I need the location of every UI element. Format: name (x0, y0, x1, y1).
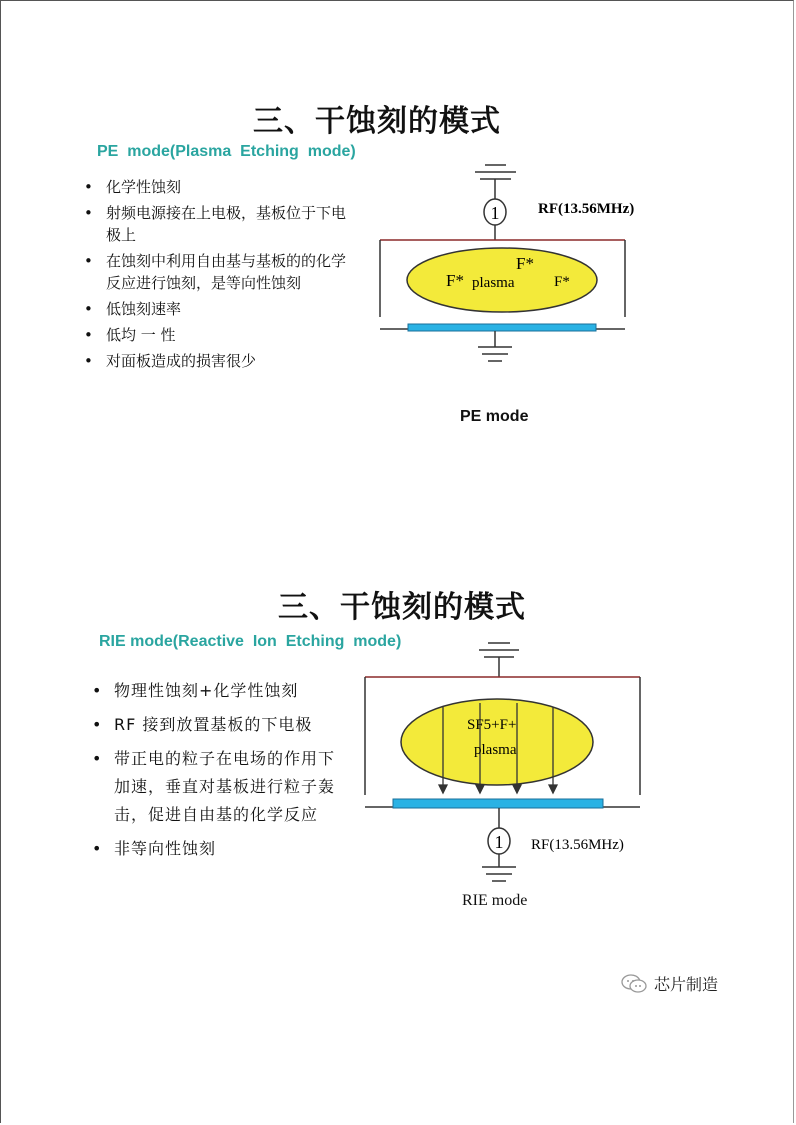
slide1-subtitle: PE mode(Plasma Etching mode) (97, 143, 356, 160)
bullet-text: 对面板造成的损害很少 (106, 352, 257, 370)
bullet-icon: • (84, 204, 93, 222)
ground-icon (478, 347, 512, 361)
bullet-text: 射频电源接在上电极，基板位于下电极上 (106, 204, 347, 244)
rie-mode-caption: RIE mode (462, 892, 528, 909)
bullet-icon: • (84, 252, 93, 270)
slide2-subtitle: RIE mode(Reactive Ion Etching mode) (99, 633, 402, 650)
watermark (620, 972, 718, 995)
substrate-electrode (393, 799, 603, 808)
ion-species-label: SF5+F+ (467, 717, 517, 733)
ground-icon (475, 165, 516, 179)
substrate-electrode (408, 324, 596, 331)
rie-mode-diagram (355, 635, 655, 890)
bullet-icon: • (84, 352, 93, 370)
wechat-icon (620, 973, 648, 995)
bullet-text: 在蚀刻中利用自由基与基板的的化学反应进行蚀刻，是等向性蚀刻 (106, 252, 347, 292)
pe-mode-diagram (370, 155, 670, 370)
watermark-text: 芯片制造 (654, 975, 719, 994)
slide1-bullet-list (84, 176, 346, 376)
rf-frequency-label: RF(13.56MHz) (531, 837, 624, 853)
list-item (84, 324, 346, 346)
bullet-icon: • (84, 326, 93, 344)
bullet-text: 带正电的粒子在电场的作用下加速，垂直对基板进行粒子轰击，促进自由基的化学反应 (114, 749, 336, 824)
bullet-icon: • (84, 178, 93, 196)
plasma-label: plasma (472, 275, 515, 291)
bullet-text: RF 接到放置基板的下电极 (114, 715, 313, 734)
plasma-label: plasma (474, 742, 517, 758)
slide2-bullet-list (92, 677, 337, 869)
ground-icon (479, 643, 519, 657)
bullet-icon: • (92, 749, 103, 768)
list-item (84, 202, 346, 246)
list-item (84, 176, 346, 198)
rf-source-symbol: 1 (494, 832, 504, 852)
bullet-text: 化学性蚀刻 (106, 178, 182, 196)
ground-icon (482, 867, 516, 881)
bullet-icon: • (92, 839, 103, 858)
bullet-text: 低均 一 性 (106, 326, 176, 344)
slide1-title: 三、干蚀刻的模式 (253, 104, 501, 139)
radical-label: F* (516, 254, 534, 273)
rf-source-icon (484, 199, 506, 225)
bullet-icon: • (92, 715, 103, 734)
list-item (84, 250, 346, 294)
list-item (92, 677, 337, 705)
list-item (84, 298, 346, 320)
rf-source-icon (488, 828, 510, 854)
slide2-title: 三、干蚀刻的模式 (278, 590, 526, 625)
list-item (92, 745, 337, 829)
list-item (84, 350, 346, 372)
bullet-icon: • (92, 681, 103, 700)
rf-source-symbol: 1 (490, 203, 500, 223)
bullet-text: 低蚀刻速率 (106, 300, 182, 318)
list-item (92, 711, 337, 739)
radical-label: F* (554, 274, 570, 290)
radical-label: F* (446, 271, 464, 290)
bullet-text: 物理性蚀刻+化学性蚀刻 (114, 681, 299, 700)
list-item (92, 835, 337, 863)
pe-mode-caption: PE mode (460, 408, 529, 425)
bullet-text: 非等向性蚀刻 (114, 839, 217, 858)
bullet-icon: • (84, 300, 93, 318)
rf-frequency-label: RF(13.56MHz) (538, 201, 635, 217)
